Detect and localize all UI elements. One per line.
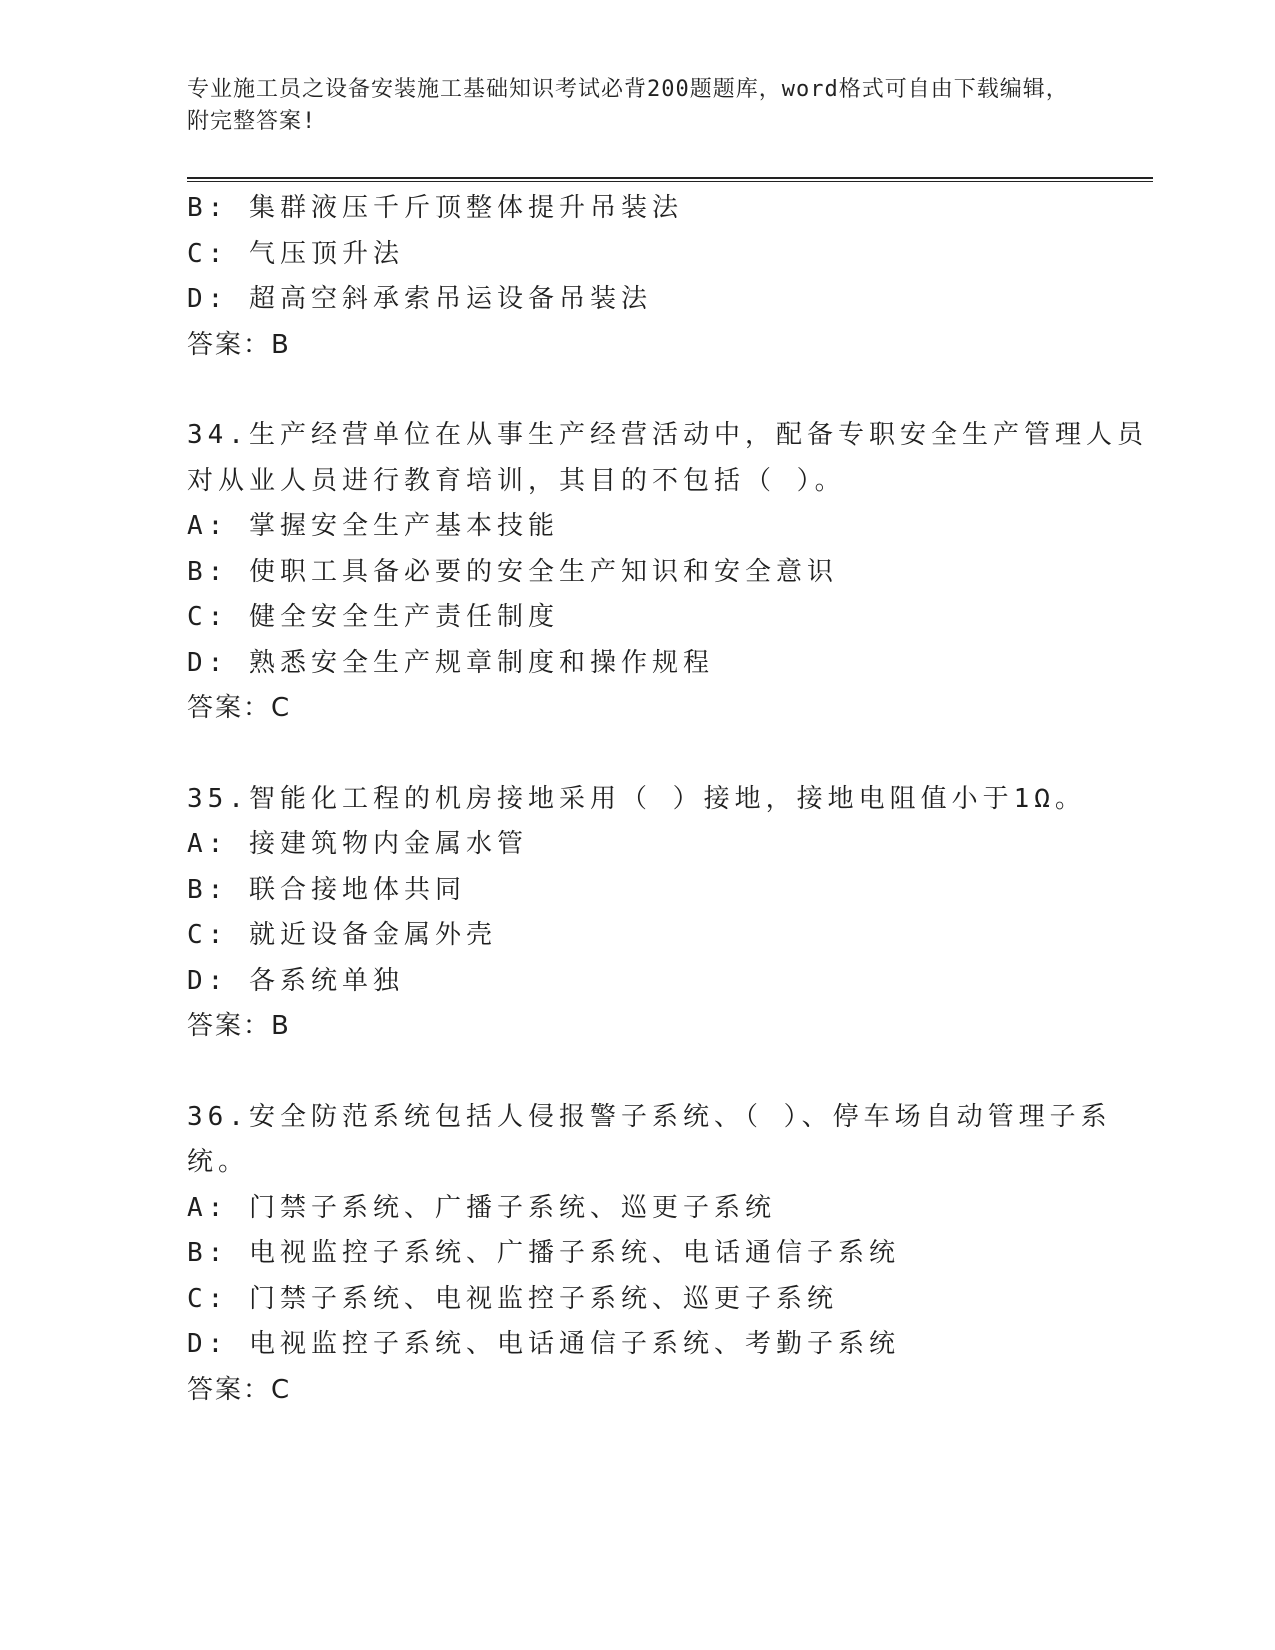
option-d: D: 各系统单独	[187, 965, 404, 996]
option-b: B: 电视监控子系统、广播子系统、电话通信子系统	[187, 1238, 900, 1268]
question-stem: 36.安全防范系统包括人侵报警子系统、（ ）、停车场自动管理子系	[187, 1101, 1112, 1132]
option-d: D: 超高空斜承索吊运设备吊装法	[187, 284, 652, 314]
spacer	[187, 1050, 1087, 1095]
question-block-continued	[187, 186, 1087, 368]
answer-label: 答案：B	[187, 329, 291, 360]
option-c: C: 健全安全生产责任制度	[187, 602, 559, 632]
option-a: A: 掌握安全生产基本技能	[187, 511, 559, 541]
header-divider	[187, 177, 1153, 182]
page-header: 专业施工员之设备安装施工基础知识考试必背200题题库，word格式可自由下载编辑，附完整答案!	[187, 77, 1069, 134]
option-b: B: 联合接地体共同	[187, 874, 466, 905]
answer-label: 答案：C	[187, 693, 292, 723]
option-c: C: 门禁子系统、电视监控子系统、巡更子系统	[187, 1283, 838, 1314]
option-a: A: 门禁子系统、广播子系统、巡更子系统	[187, 1192, 776, 1223]
answer-label: 答案：B	[187, 1011, 291, 1041]
question-stem-continued: 对从业人员进行教育培训，其目的不包括（ ）。	[187, 465, 846, 496]
option-a: A: 接建筑物内金属水管	[187, 829, 528, 859]
option-b: B: 使职工具备必要的安全生产知识和安全意识	[187, 556, 838, 587]
question-stem: 35.智能化工程的机房接地采用（ ）接地，接地电阻值小于1Ω。	[187, 783, 1086, 814]
spacer	[187, 732, 1087, 777]
question-block-36	[187, 1095, 1112, 1414]
question-list	[187, 186, 1148, 1413]
option-b: B: 集群液压千斤顶整体提升吊装法	[187, 193, 683, 223]
question-stem: 34.生产经营单位在从事生产经营活动中，配备专职安全生产管理人员	[187, 420, 1148, 450]
question-block-35	[187, 777, 1087, 1050]
option-c: C: 就近设备金属外壳	[187, 920, 497, 950]
answer-label: 答案：C	[187, 1374, 292, 1405]
question-block-34	[187, 413, 1148, 732]
spacer	[187, 368, 1087, 413]
option-d: D: 熟悉安全生产规章制度和操作规程	[187, 647, 714, 678]
option-c: C: 气压顶升法	[187, 238, 404, 269]
question-stem-continued: 统。	[187, 1147, 250, 1177]
option-d: D: 电视监控子系统、电话通信子系统、考勤子系统	[187, 1329, 900, 1359]
